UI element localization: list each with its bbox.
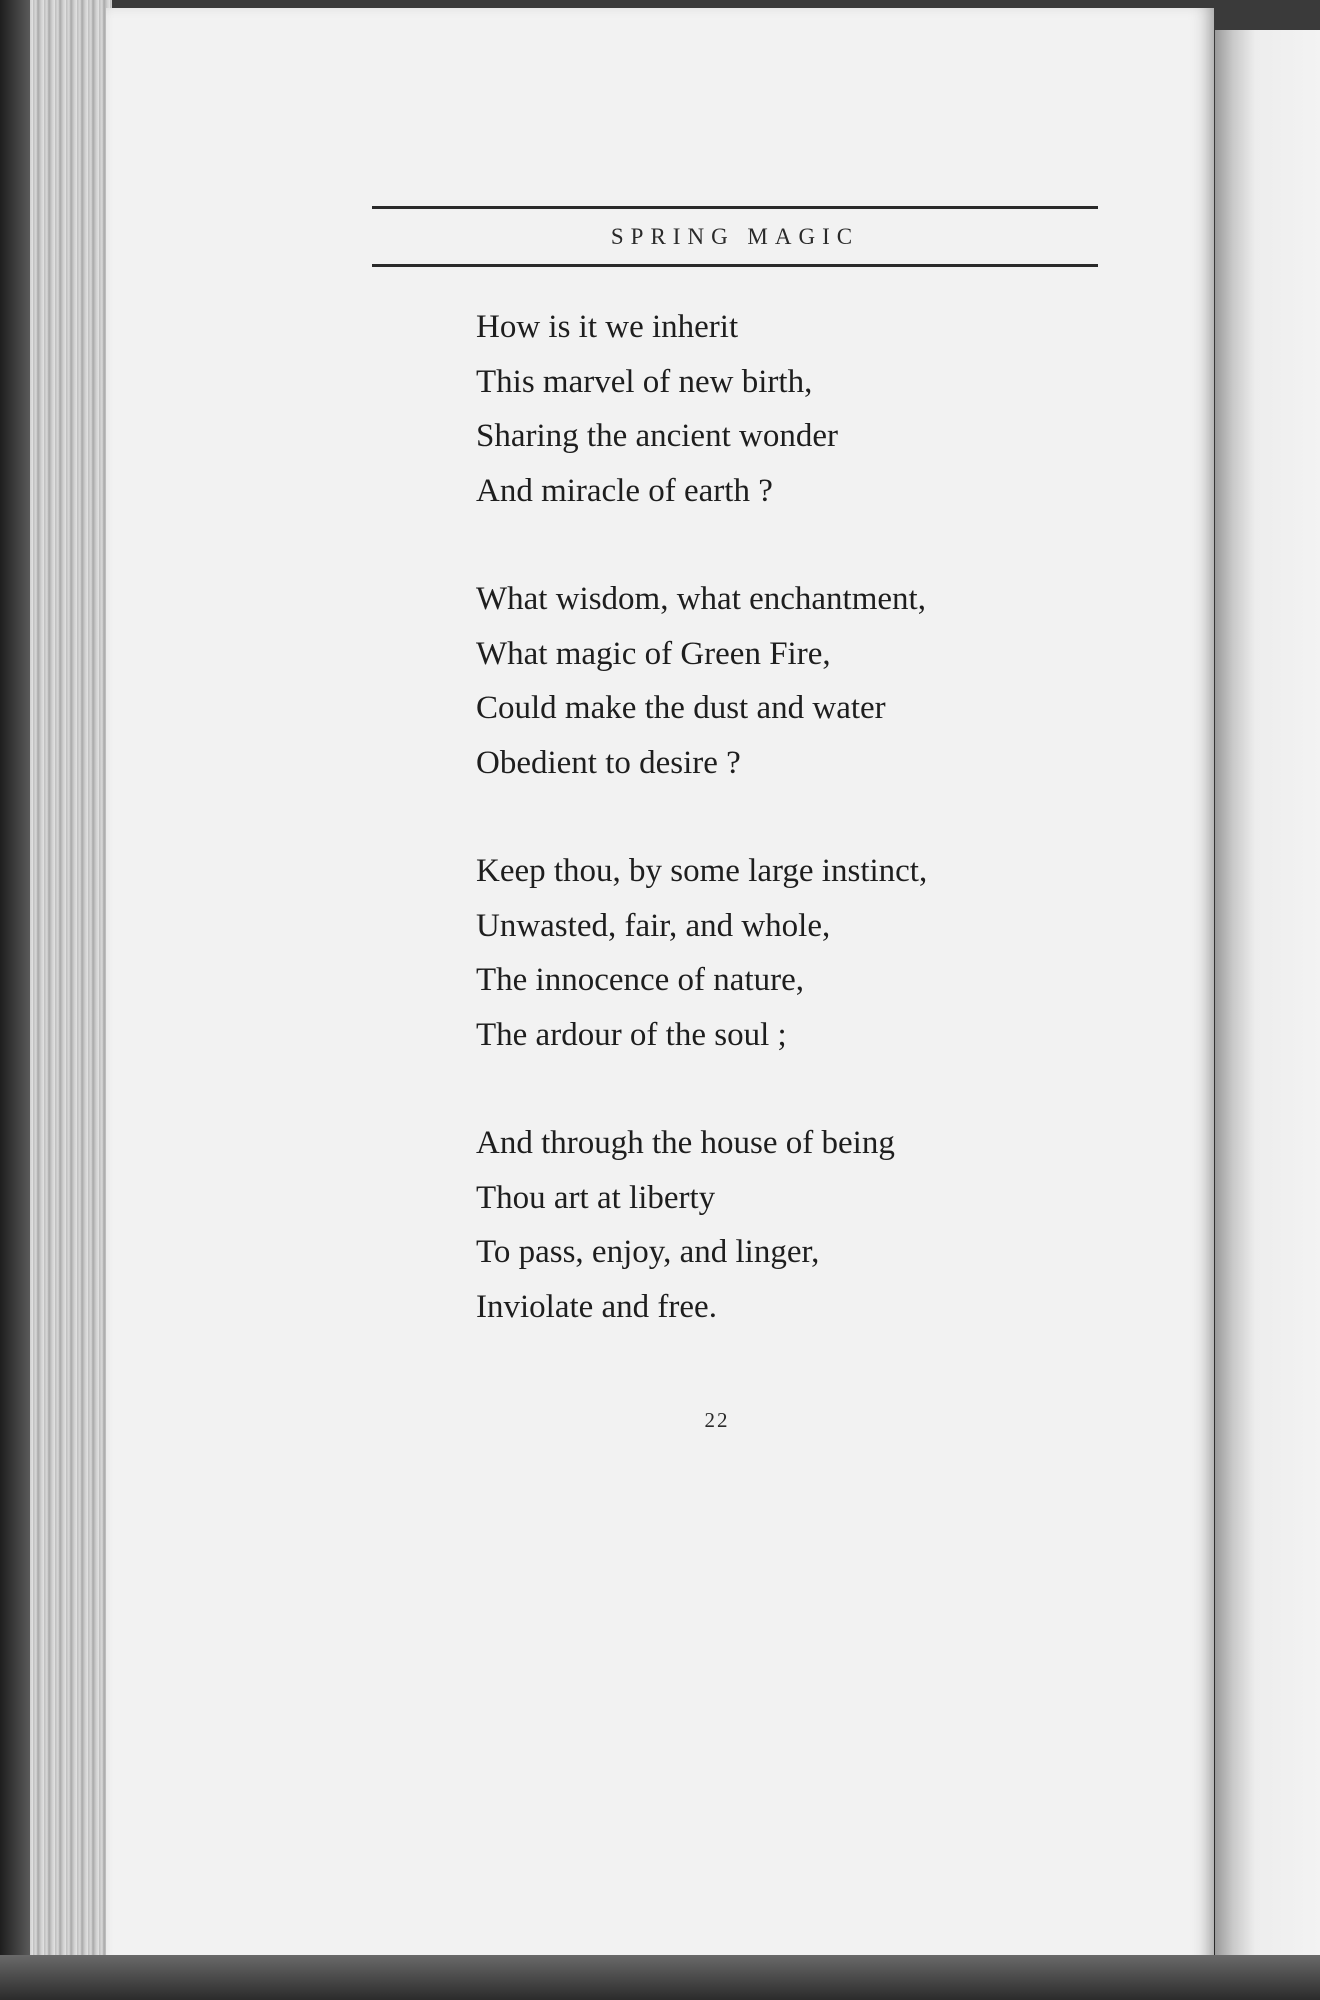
poem-line: Thou art at liberty bbox=[476, 1179, 716, 1216]
poem-line: To pass, enjoy, and linger, bbox=[476, 1234, 820, 1270]
poem-line: Keep thou, by some large instinct, bbox=[476, 853, 928, 889]
stanza-3 bbox=[476, 844, 1096, 1062]
poem-line: How is it we inherit bbox=[476, 309, 739, 345]
header-rule-bottom bbox=[372, 264, 1098, 267]
book-binding-shadow bbox=[0, 0, 30, 2000]
poem-line: Could make the dust and water bbox=[476, 690, 886, 726]
poem-line: The innocence of nature, bbox=[476, 962, 805, 998]
poem-line: What magic of Green Fire, bbox=[476, 635, 831, 672]
poem-line: And miracle of earth ? bbox=[476, 472, 773, 509]
running-head: SPRING MAGIC bbox=[610, 224, 860, 249]
poem-line: Inviolate and free. bbox=[476, 1288, 717, 1325]
poem-line: And through the house of being bbox=[476, 1125, 895, 1161]
poem-line: Obedient to desire ? bbox=[476, 744, 741, 781]
stanza-4 bbox=[476, 1116, 1096, 1334]
scan-bottom-edge bbox=[0, 1955, 1320, 2000]
facing-page-edge bbox=[1215, 30, 1320, 1960]
stanza-1 bbox=[476, 300, 1096, 518]
page-number: 22 bbox=[704, 1408, 730, 1432]
poem-line: This marvel of new birth, bbox=[476, 363, 813, 400]
poem-body bbox=[476, 300, 1096, 1388]
poem-line: Unwasted, fair, and whole, bbox=[476, 907, 831, 944]
poem-line: Sharing the ancient wonder bbox=[476, 418, 838, 454]
poem-line: The ardour of the soul ; bbox=[476, 1016, 787, 1053]
poem-line: What wisdom, what enchantment, bbox=[476, 581, 926, 617]
header-rule-top bbox=[372, 206, 1098, 209]
stanza-2 bbox=[476, 572, 1096, 790]
